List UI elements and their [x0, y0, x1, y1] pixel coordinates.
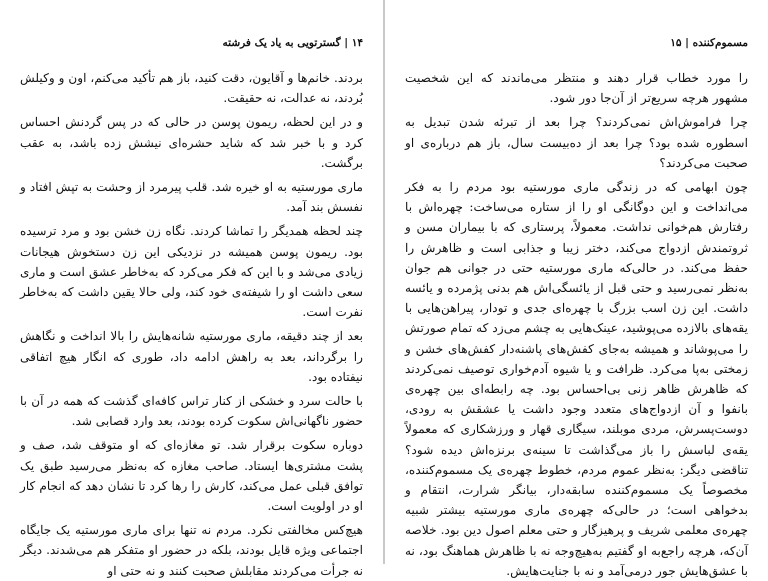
- left-paragraph-4: چند لحظه همدیگر را تماشا کردند. نگاه زن خشن بود و مرد ترسیده بود. ریمون پوسن همیشه در نزدیکی این زن دستخوش هیجانات زیادی می‌شد و با این که فکر می‌کرد که به‌خاطر عشق است و ماری سعی داشت او را شیفته‌ی خود کند، ولی حالا یقین داشت که به‌خاطر نفرت است.: [20, 224, 363, 320]
- left-paragraph-6: با حالت سرد و خشکی از کنار تراس کافه‌ای گذشت که همه در آن با حضور ناگهانی‌اش سکوت کرده بودند، بعد وارد قصابی شد.: [20, 394, 363, 429]
- left-paragraph-8: هیچ‌کس مخالفتی نکرد. مردم نه تنها برای ماری مورستیه یک جایگاه اجتماعی ویژه قایل بودند، بلکه در حضور او متفکر هم می‌شدند. دیگر نه جرأت می‌کردند مقابلش صحبت کنند و نه حتی او: [20, 523, 363, 578]
- left-paragraph-2: و در این لحظه، ریمون پوسن در حالی که در پس گردنش احساس کرد و با خبر شد که شاید حشره‌ای نیشش زده باشد، به عقب برگشت.: [20, 115, 363, 170]
- left-header-separator: |: [344, 37, 349, 49]
- right-book-title: مسموم‌کننده: [692, 37, 748, 49]
- right-paragraph-2: چرا فراموش‌اش نمی‌کردند؟ چرا بعد از تبرئه شدن تبدیل به اسطوره شده بود؟ چرا بعد از ده‌بیست سال، باز هم درباره‌ی او صحبت می‌کردند؟: [405, 115, 748, 170]
- left-page-number: ۱۴: [351, 37, 363, 49]
- right-header-separator: |: [685, 37, 689, 49]
- right-page-header: [405, 36, 748, 50]
- right-page: [385, 0, 768, 578]
- left-page-header: [20, 36, 363, 50]
- right-paragraph-1: را مورد خطاب قرار دهند و منتظر می‌ماندند که این شخصیت مشهور هرچه سریع‌تر از آن‌جا دور شود.: [405, 71, 748, 106]
- left-paragraph-3: ماری مورستیه به او خیره شد. قلب پیرمرد از وحشت به تپش افتاد و نفسش بند آمد.: [20, 180, 363, 215]
- left-page: [0, 0, 383, 578]
- left-paragraph-1: بردند. خانم‌ها و آقایون، دقت کنید، باز هم تأکید می‌کنم، اون و وکیلش بُردند، نه عدالت، نه حقیقت.: [20, 71, 363, 106]
- left-paragraph-7: دوباره سکوت برقرار شد. تو مغازه‌ای که او متوقف شد، صف و پشت مشتری‌ها ایستاد. صاحب مغازه که به‌نظر می‌رسید طبق یک توافق قبلی عمل می‌کند، کارش را رها کرد تا نشان دهد که انجام کار او در اولویت است.: [20, 438, 363, 514]
- left-book-title: گسترتویی به یاد یک فرشته: [222, 37, 341, 49]
- left-paragraph-5: بعد از چند دقیقه، ماری مورستیه شانه‌هایش را بالا انداخت و نگاهش را برگرداند، بعد به راهش ادامه داد، طوری که انگار هیچ اتفاقی نیفتاده بود.: [20, 329, 363, 384]
- right-page-number: ۱۵: [670, 37, 682, 49]
- right-paragraph-3: چون ابهامی که در زندگی ماری مورستیه بود مردم را به فکر می‌انداخت و این دوگانگی او را از ستاره می‌ساخت: چهره‌اش با رفتارش هم‌خوانی نداشت. معمولاً، پرستاری که با بیماران مسن و ثروتمندش ازدواج می‌کند، دختر زیبا و جذابی است و ظاهرش را حفظ می‌کند. در حالی‌که ماری مورستیه حتی در جوانی هم جوان به‌نظر نمی‌رسید و حتی قبل از یائسگی‌اش هم بدنی پژمرده و یائسه داشت. این زن اسب بزرگ با چهره‌ای جدی و تودار، پیراهن‌هایی با یقه‌های بالازده می‌پوشید، عینک‌هایی به چشم می‌زد که تمام صورتش را می‌پوشاند و همیشه به‌جای کفش‌های پاشنه‌دار کفش‌های خشن و زمختی به‌پا می‌کرد. ظرافت و یا شیوه آدم‌خواری توصیف نمی‌کردند که ظاهرش ظاهر زنی بی‌احساس بود. چه رابطه‌ای بین چهره‌ی بانفوا و آن ازدواج‌های متعدد وجود داشت یا عشقش به رودی، دوست‌پسرش، مردی موبلند، سیگاری قهار و ورزشکاری که معمولاً یقه‌ی لباسش را باز می‌گذاشت تا سینه‌ی برنزه‌اش دیده شود؟ تناقضی دیگر: به‌نظر عموم مردم، خطوط چهره‌ی یک مسموم‌کننده، مخصوصاً یک مسموم‌کننده سابقه‌دار، بیانگر شرارت، انتقام و بدخواهی است؛ در حالی‌که چهره‌ی ماری مورستیه بیشتر شبیه چهره‌ی معلمی شریف و پرهیزگار و حتی معلم اصول دین بود. خلاصه آن‌که، هرچه راجع‌به او گفتیم به‌هیچ‌وجه نه با ظاهرش هماهنگ بود، نه با عشق‌هایش جور درمی‌آمد و نه با جنایت‌هایش.: [405, 180, 748, 578]
